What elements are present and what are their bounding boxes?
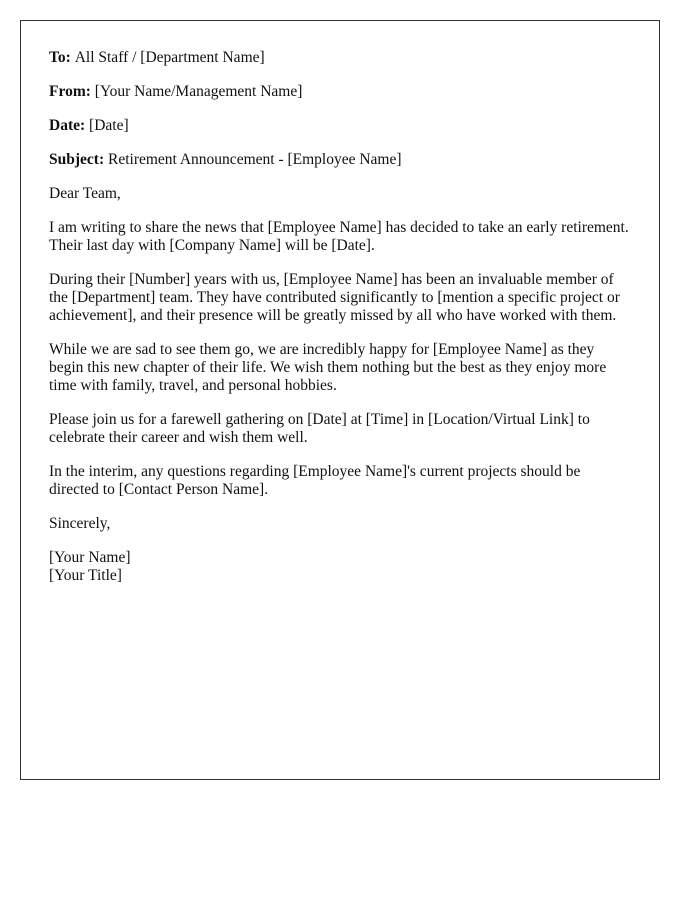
letter-document [20, 20, 660, 780]
date-line [49, 117, 631, 135]
subject-label: Subject: [49, 151, 108, 168]
to-value: All Staff / [Department Name] [74, 49, 265, 66]
signature-name: [Your Name] [49, 549, 131, 566]
signature-title: [Your Title] [49, 567, 122, 584]
from-label: From: [49, 83, 95, 100]
body-paragraph-1: I am writing to share the news that [Employee Name] has decided to take an early retirement. Their last day with [Company Name] will be [Date]. [49, 219, 629, 254]
from-value: [Your Name/Management Name] [94, 83, 303, 100]
subject-value: Retirement Announcement - [Employee Name] [107, 151, 402, 168]
date-label: Date: [49, 117, 90, 134]
subject-line [49, 151, 631, 169]
body-paragraph-4: Please join us for a farewell gathering on [Date] at [Time] in [Location/Virtual Link] to celebrate their career and wish them well. [49, 411, 590, 446]
to-line [49, 49, 631, 67]
body-paragraph-3: While we are sad to see them go, we are incredibly happy for [Employee Name] as they begin this new chapter of their life. We wish them nothing but the best as they enjoy more time with family, travel, and personal hobbies. [49, 341, 607, 394]
body-paragraph-5: In the interim, any questions regarding [Employee Name]'s current projects should be directed to [Contact Person Name]. [49, 463, 581, 498]
date-value: [Date] [89, 117, 129, 134]
closing: Sincerely, [49, 515, 111, 532]
signature-block [49, 549, 631, 585]
salutation: Dear Team, [49, 185, 121, 202]
from-line [49, 83, 631, 101]
to-label: To: [49, 49, 75, 66]
body-paragraph-2: During their [Number] years with us, [Employee Name] has been an invaluable member of the [Department] team. They have contributed significantly to [mention a specific project or achievement], and their presence will be greatly missed by all who have worked with them. [49, 271, 620, 324]
